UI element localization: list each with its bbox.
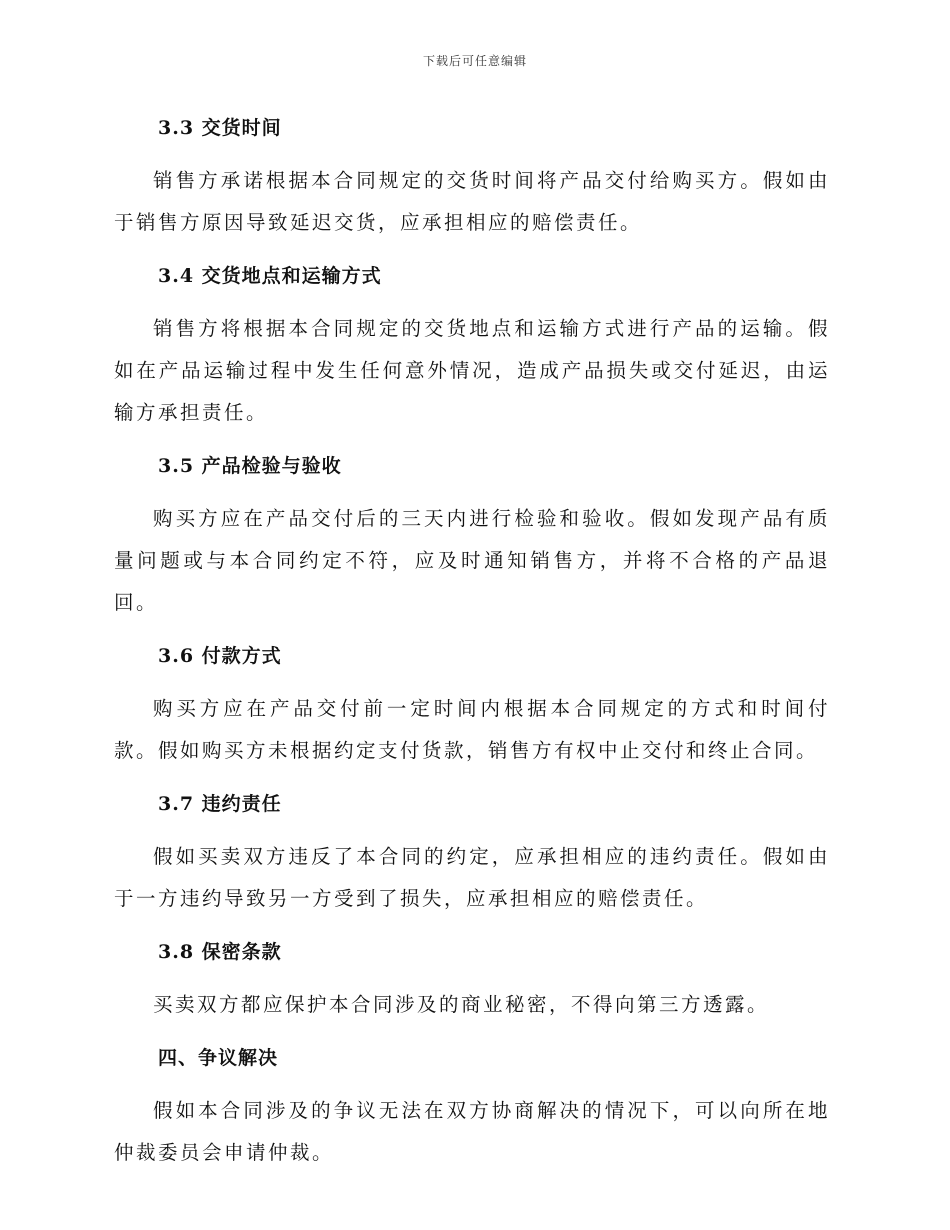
section-body-3-5: 购买方应在产品交付后的三天内进行检验和验收。假如发现产品有质量问题或与本合同约定不符，应及时通知销售方，并将不合格的产品退回。 bbox=[114, 507, 830, 614]
section-title-3-6: 3.6 付款方式 bbox=[158, 645, 282, 667]
section-title-3-8: 3.8 保密条款 bbox=[158, 941, 282, 963]
section-body-3-3: 销售方承诺根据本合同规定的交货时间将产品交付给购买方。假如由于销售方原因导致延迟交货，应承担相应的赔偿责任。 bbox=[114, 169, 830, 234]
section-body-3-8: 买卖双方都应保护本合同涉及的商业秘密，不得向第三方透露。 bbox=[153, 993, 770, 1016]
section-title-3-4: 3.4 交货地点和运输方式 bbox=[158, 265, 382, 287]
section-body-dispute: 假如本合同涉及的争议无法在双方协商解决的情况下，可以向所在地仲裁委员会申请仲裁。 bbox=[114, 1099, 830, 1164]
section-title-dispute: 四、争议解决 bbox=[158, 1047, 279, 1069]
section-body-3-7: 假如买卖双方违反了本合同的约定，应承担相应的违约责任。假如由于一方违约导致另一方受到了损失，应承担相应的赔偿责任。 bbox=[114, 845, 830, 910]
page-header: 下载后可任意编辑 bbox=[422, 54, 527, 68]
section-title-3-7: 3.7 违约责任 bbox=[158, 793, 282, 815]
section-body-3-4: 销售方将根据本合同规定的交货地点和运输方式进行产品的运输。假如在产品运输过程中发生任何意外情况，造成产品损失或交付延迟，由运输方承担责任。 bbox=[114, 317, 830, 424]
section-title-3-3: 3.3 交货时间 bbox=[158, 117, 282, 139]
section-title-3-5: 3.5 产品检验与验收 bbox=[158, 455, 342, 477]
section-body-3-6: 购买方应在产品交付前一定时间内根据本合同规定的方式和时间付款。假如购买方未根据约定支付货款，销售方有权中止交付和终止合同。 bbox=[114, 697, 830, 762]
document-body bbox=[114, 108, 830, 1186]
